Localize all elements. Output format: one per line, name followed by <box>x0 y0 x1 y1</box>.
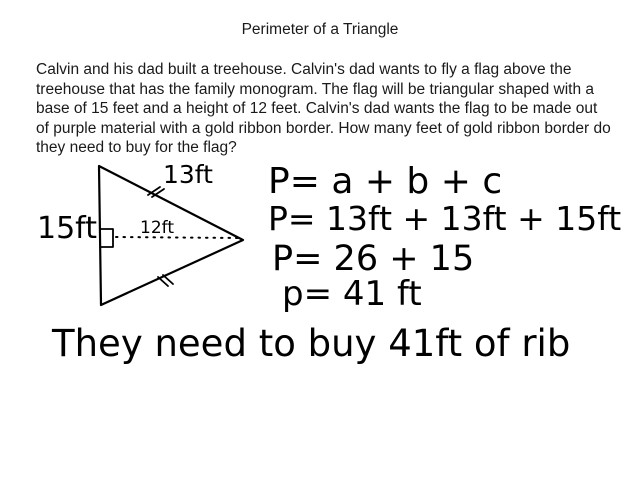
page-title: Perimeter of a Triangle <box>241 21 399 38</box>
slant-side-label: 13ft <box>163 160 213 189</box>
height-label: 12ft <box>140 218 174 238</box>
height-dotted-line <box>116 237 238 238</box>
base-label: 15ft <box>37 211 97 246</box>
work-line-1: P= a + b + c <box>268 161 503 202</box>
work-line-3: P= 26 + 15 <box>272 239 475 279</box>
work-line-2: P= 13ft + 13ft + 15ft <box>268 199 622 238</box>
right-angle-mark <box>101 229 113 247</box>
answer-sentence: They need to buy 41ft of rib <box>52 322 571 365</box>
tick-mark-bottom <box>158 275 173 286</box>
work-line-4: p= 41 ft <box>282 274 422 314</box>
problem-text: Calvin and his dad built a treehouse. Calvin's dad wants to fly a flag above the treehouse that has the family monogram. The flag will be triangular shaped with a base of 15 feet and a height of 12 feet. Calvin's dad wants the flag to be made out of purple material with a gold ribbon border. How many feet of gold ribbon border do they need to buy for the flag? <box>36 61 611 156</box>
